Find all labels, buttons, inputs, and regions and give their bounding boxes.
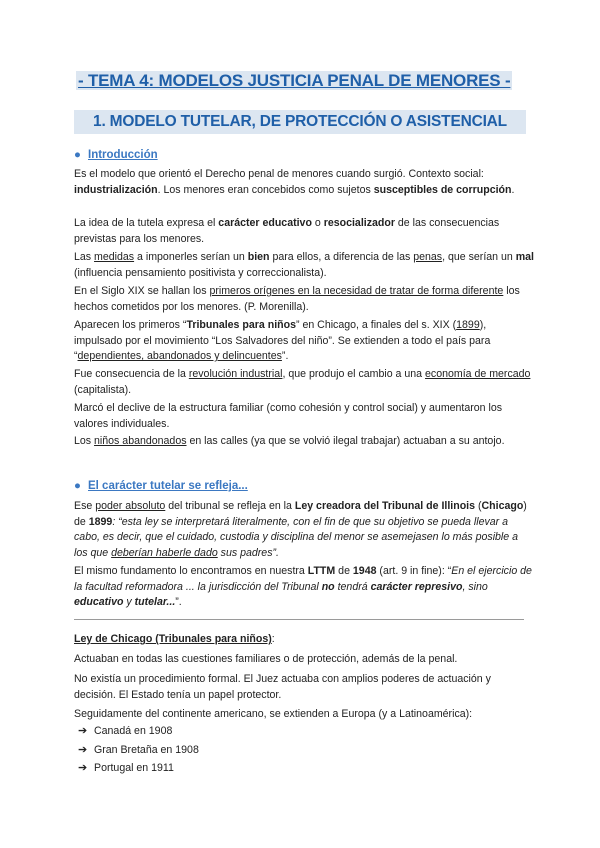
caracter-heading — [74, 480, 248, 492]
intro-paragraph-7: Marcó el declive de la estructura familiar (como cohesión y control social) y aumentaron los valores individuales. — [74, 402, 503, 430]
section-title — [74, 110, 526, 134]
caracter-paragraph-2: El mismo fundamento lo encontramos en nuestra LTTM de 1948 (art. 9 in fine): “En el ejercicio de la facultad reformadora ... la jurisdicción del Tribunal no tendrá carácter represivo, sino educativo y tutelar...”. — [74, 565, 532, 608]
intro-paragraph-6: Fue consecuencia de la revolución industrial, que produjo el cambio a una economía de mercado (capitalista). — [74, 368, 531, 396]
page-title-text: - TEMA 4: MODELOS JUSTICIA PENAL DE MENORES - — [78, 71, 511, 90]
list-item: ➔ Portugal en 1911 — [78, 759, 199, 778]
intro-paragraph-4: En el Siglo XIX se hallan los primeros orígenes en la necesidad de tratar de forma diferente los hechos cometidos por los menores. (P. Morenilla). — [74, 285, 520, 313]
intro-paragraph-8: Los niños abandonados en las calles (ya que se volvió ilegal trabajar) actuaban a su antojo. — [74, 435, 505, 447]
bullet-icon: ● — [74, 149, 81, 161]
intro-heading-text: Introducción — [88, 149, 158, 161]
intro-paragraph-3: Las medidas a imponerles serían un bien para ellos, a diferencia de las penas, que serían un mal (influencia pensamiento positivista y correccionalista). — [74, 251, 534, 279]
ley-paragraph-2: No existía un procedimiento formal. El Juez actuaba con amplios poderes de actuación y decisión. El Estado tenía un papel protector. — [74, 673, 491, 701]
section-title-text: 1. MODELO TUTELAR, DE PROTECCIÓN O ASISTENCIAL — [93, 113, 507, 130]
intro-paragraph-2: La idea de la tutela expresa el carácter educativo o resocializador de las consecuencias previstas para los menores. — [74, 217, 500, 245]
ley-paragraph-1: Actuaban en todas las cuestiones familiares o de protección, además de la penal. — [74, 653, 458, 665]
arrow-icon: ➔ — [78, 743, 88, 756]
country-list — [78, 722, 199, 778]
ley-heading: Ley de Chicago (Tribunales para niños): — [74, 633, 275, 645]
intro-paragraph-1: Es el modelo que orientó el Derecho penal de menores cuando surgió. Contexto social: industrialización. Los menores eran concebidos como sujetos susceptibles de corrupción. — [74, 168, 515, 196]
caracter-paragraph-1: Ese poder absoluto del tribunal se refleja en la Ley creadora del Tribunal de Illinois (Chicago) de 1899: “esta ley se interpretará literalmente, con el fin de que su objetivo se pueda llevar a cabo, es decir, que el cuidado, custodia y disciplina del menor se asemejasen lo más posible a los que deberían haberle dado sus padres”. — [74, 500, 527, 559]
intro-paragraph-5: Aparecen los primeros “Tribunales para niños” en Chicago, a finales del s. XIX (1899), impulsado por el movimiento “Los Salvadores del niño”. Se extienden a todo el país para “dependientes, abandonados y delincuentes”. — [74, 319, 491, 362]
arrow-icon: ➔ — [78, 762, 88, 774]
list-item: ➔ Canadá en 1908 — [78, 722, 199, 741]
intro-heading — [74, 149, 158, 161]
arrow-icon: ➔ — [78, 725, 88, 737]
bullet-icon: ● — [74, 480, 81, 492]
list-item: ➔ Gran Bretaña en 1908 — [78, 741, 199, 760]
ley-paragraph-3: Seguidamente del continente americano, se extienden a Europa (y a Latinoamérica): — [74, 708, 473, 720]
divider — [74, 619, 524, 620]
page-title — [76, 71, 512, 91]
caracter-heading-text: El carácter tutelar se refleja... — [88, 480, 248, 492]
